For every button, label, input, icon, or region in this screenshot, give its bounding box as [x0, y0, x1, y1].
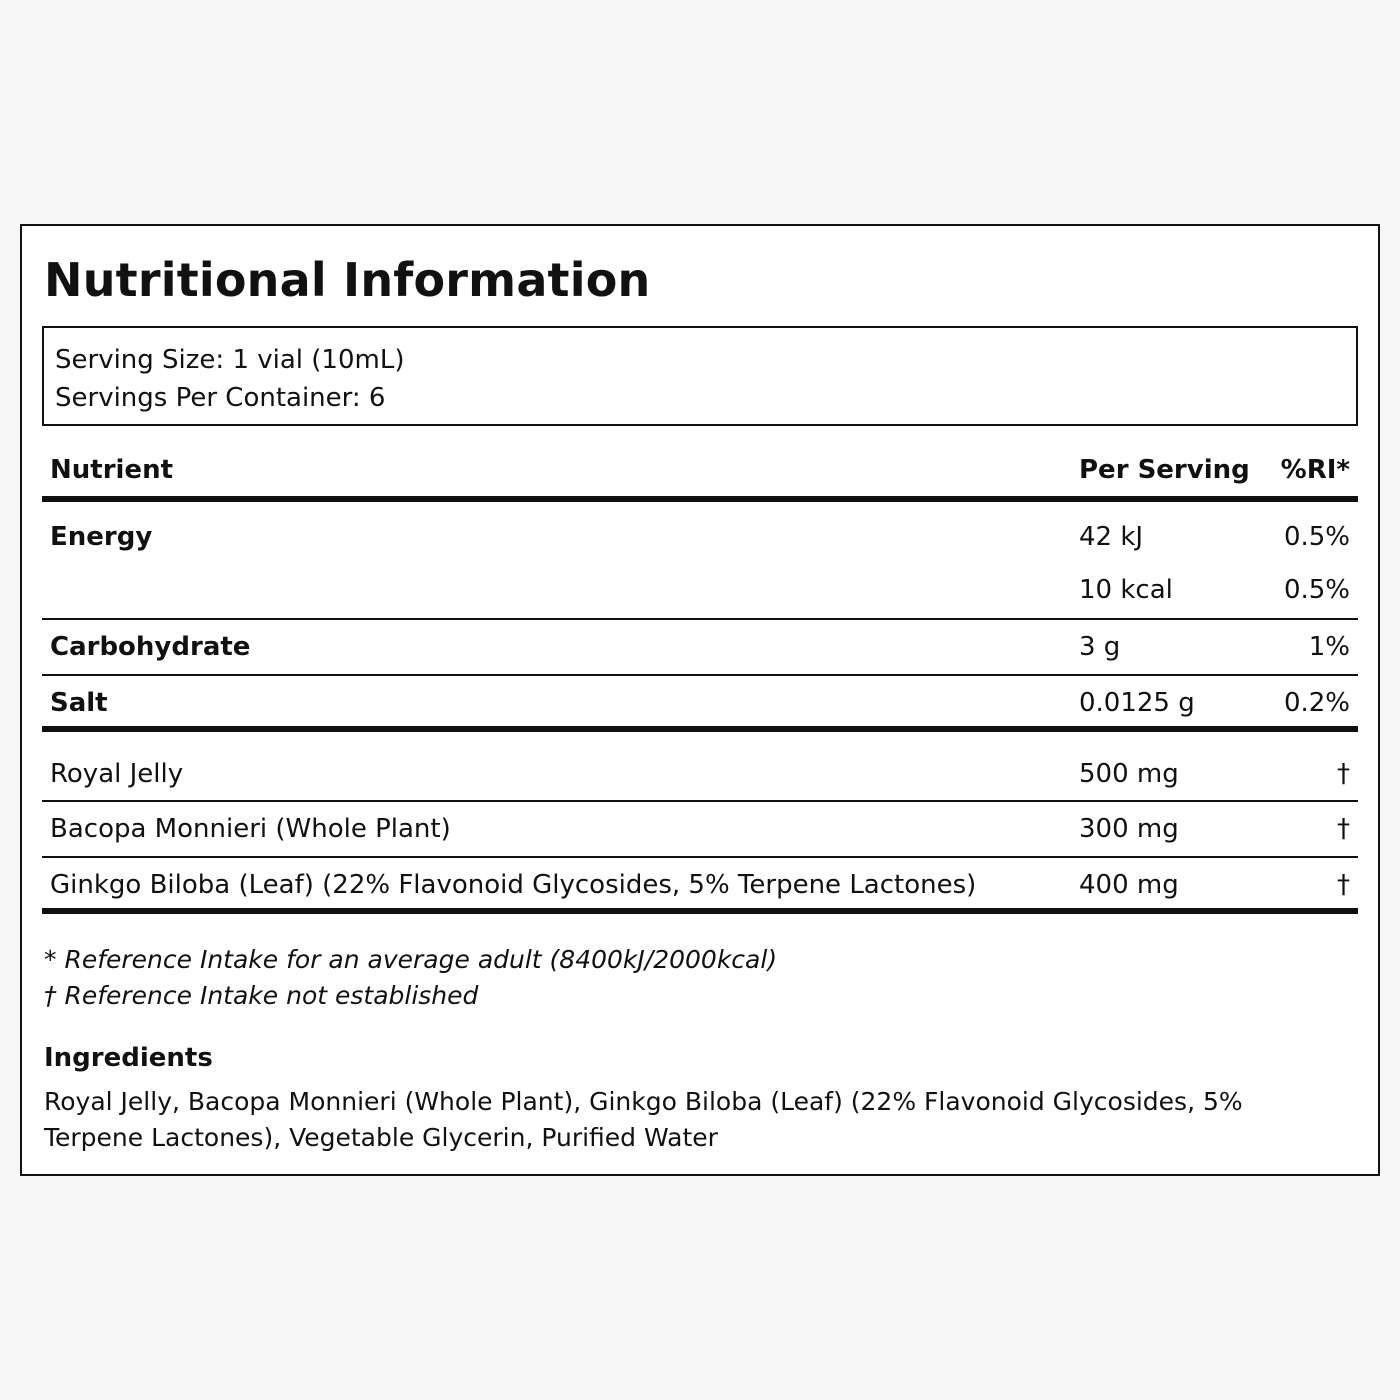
- ingredient-name: Ginkgo Biloba (Leaf) (22% Flavonoid Glycosides, 5% Terpene Lactones): [50, 870, 977, 900]
- energy-kcal-amount: 10 kcal: [1079, 575, 1173, 605]
- carbohydrate-amount: 3 g: [1079, 632, 1121, 662]
- nutrition-panel: [20, 224, 1380, 1176]
- nutrition-table: [42, 448, 1358, 914]
- ingredients-list: Royal Jelly, Bacopa Monnieri (Whole Plant), Ginkgo Biloba (Leaf) (22% Flavonoid Glycosides, 5% Terpene Lactones), Vegetable Glycerin, Purified Water: [44, 1087, 1243, 1152]
- servings-per-container: Servings Per Container: 6: [55, 383, 386, 413]
- nutrient-name-salt: Salt: [50, 688, 108, 718]
- footnote-reference-intake: * Reference Intake for an average adult (8400kJ/2000kcal): [44, 945, 778, 974]
- energy-kcal-ri: 0.5%: [1283, 575, 1350, 605]
- table-row-energy-kcal: [42, 558, 1358, 620]
- ingredient-ri: †: [1337, 870, 1350, 900]
- ingredient-name: Bacopa Monnieri (Whole Plant): [50, 814, 451, 844]
- serving-size: Serving Size: 1 vial (10mL): [55, 345, 405, 375]
- ingredient-ri: †: [1337, 814, 1350, 844]
- ingredients-heading: Ingredients: [44, 1043, 213, 1073]
- ingredient-name: Royal Jelly: [50, 759, 184, 789]
- ingredient-amount: 500 mg: [1079, 759, 1179, 789]
- footnote-not-established: † Reference Intake not established: [44, 981, 479, 1010]
- header-ri: %RI*: [1280, 455, 1350, 485]
- header-per-serving: Per Serving: [1079, 455, 1250, 485]
- table-row-energy-kj: [42, 502, 1358, 558]
- salt-ri: 0.2%: [1283, 688, 1350, 718]
- table-row-bacopa-monnieri: [42, 802, 1358, 858]
- table-row-royal-jelly: [42, 732, 1358, 802]
- table-header-row: [42, 448, 1358, 502]
- serving-info-box: [42, 326, 1358, 426]
- ingredient-amount: 300 mg: [1079, 814, 1179, 844]
- energy-kj-ri: 0.5%: [1283, 522, 1350, 552]
- nutrient-name-energy: Energy: [50, 522, 153, 552]
- nutrient-name-carbohydrate: Carbohydrate: [50, 632, 251, 662]
- ingredient-amount: 400 mg: [1079, 870, 1179, 900]
- carbohydrate-ri: 1%: [1308, 632, 1350, 662]
- footnotes: [44, 942, 777, 1014]
- table-row-salt: [42, 676, 1358, 732]
- ingredient-ri: †: [1337, 759, 1350, 789]
- energy-kj-amount: 42 kJ: [1079, 522, 1144, 552]
- header-nutrient: Nutrient: [50, 455, 174, 485]
- salt-amount: 0.0125 g: [1079, 688, 1195, 718]
- table-row-ginkgo-biloba: [42, 858, 1358, 914]
- page-title: Nutritional Information: [44, 253, 651, 307]
- table-row-carbohydrate: [42, 620, 1358, 676]
